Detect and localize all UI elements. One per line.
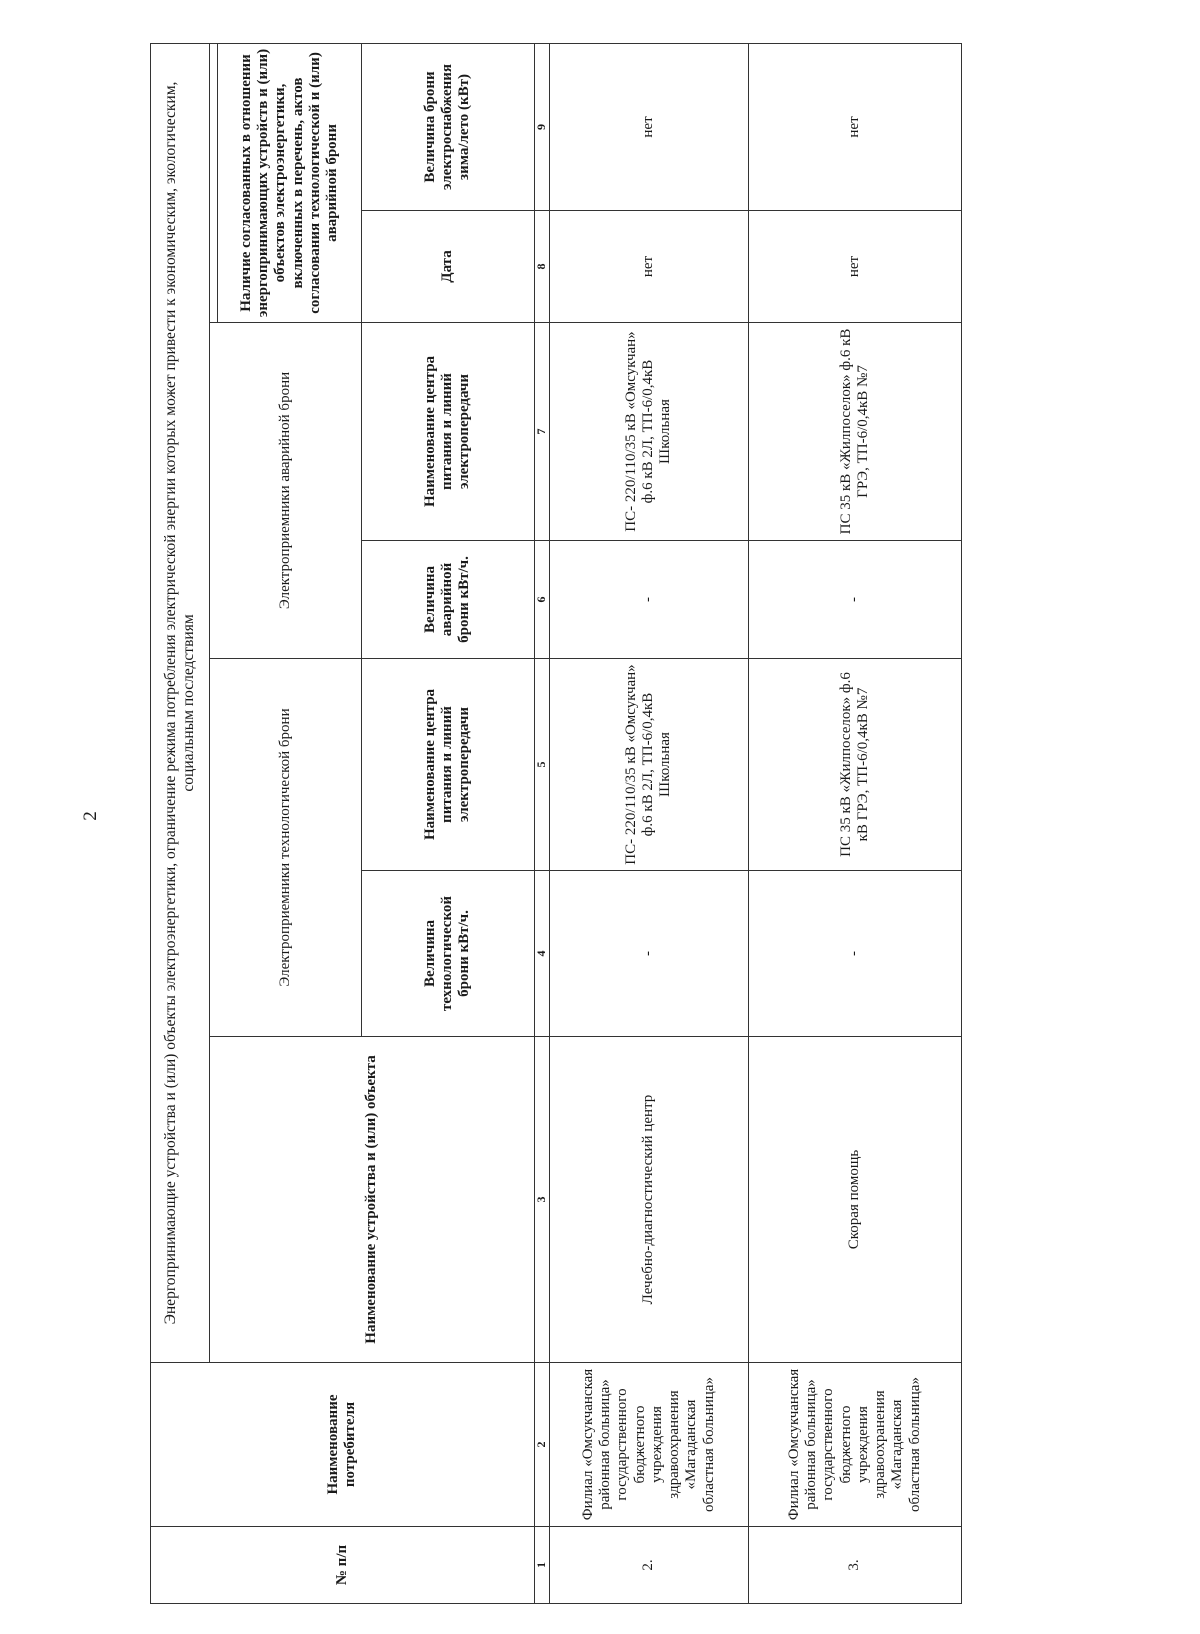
header-blank <box>209 43 217 322</box>
row-emerg-value: - <box>549 541 748 659</box>
col-number: 3 <box>534 1037 549 1363</box>
col-number: 6 <box>534 541 549 659</box>
rotated-table-container <box>150 44 962 1604</box>
table-row <box>748 43 961 1603</box>
header-agree-group: Наличие согласованных в отношении энергопринимающих устройств и (или) объектов электроэнергетики, включенных в перечень, актов согласования технологической и (или) аварийной брони <box>217 43 361 322</box>
row-date: нет <box>748 211 961 323</box>
header-date: Дата <box>362 211 535 323</box>
row-emerg-center: ПС 35 кВ «Жилпоселок» ф.6 кВ ГРЭ, ТП-6/0,4кВ №7 <box>748 323 961 541</box>
row-no: 3. <box>748 1527 961 1604</box>
header-emerg-value: Величина аварийной брони кВт/ч. <box>362 541 535 659</box>
row-tech-value: - <box>748 871 961 1037</box>
row-device: Скорая помощь <box>748 1037 961 1363</box>
row-tech-center: ПС- 220/110/35 кВ «Омсукчан» ф.6 кВ 2Л, ТП-6/0,4кВ Школьная <box>549 659 748 871</box>
header-tech-center: Наименование центра питания и линий электропередачи <box>362 659 535 871</box>
col-number: 5 <box>534 659 549 871</box>
row-consumer: Филиал «Омсукчанская районная больница» государственного бюджетного учреждения здравоохранения «Магаданская областная больница» <box>748 1363 961 1527</box>
header-no: № п/п <box>151 1527 535 1604</box>
header-main-group: Энергопринимающие устройства и (или) объекты электроэнергетики, ограничение режима потребления электрической энергии которых может привести к экономическим, экологическим, социальным последствиям <box>151 43 210 1362</box>
header-row-1 <box>151 43 210 1603</box>
row-emerg-value: - <box>748 541 961 659</box>
row-reserve: нет <box>748 43 961 210</box>
col-number: 9 <box>534 43 549 210</box>
col-number: 4 <box>534 871 549 1037</box>
header-emerg-center: Наименование центра питания и линий электропередачи <box>362 323 535 541</box>
col-number: 7 <box>534 323 549 541</box>
col-number: 2 <box>534 1363 549 1527</box>
row-date: нет <box>549 211 748 323</box>
col-number: 8 <box>534 211 549 323</box>
page-number: 2 <box>79 811 101 821</box>
row-consumer: Филиал «Омсукчанская районная больница» государственного бюджетного учреждения здравоохранения «Магаданская областная больница» <box>549 1363 748 1527</box>
row-tech-value: - <box>549 871 748 1037</box>
header-consumer: Наименование потребителя <box>151 1363 535 1527</box>
row-tech-center: ПС 35 кВ «Жилпоселок» ф.6 кВ ГРЭ, ТП-6/0,4кВ №7 <box>748 659 961 871</box>
row-no: 2. <box>549 1527 748 1604</box>
reserve-table <box>150 43 962 1604</box>
header-device: Наименование устройства и (или) объекта <box>209 1037 534 1363</box>
header-tech-group: Электроприемники технологической брони <box>209 659 361 1037</box>
row-emerg-center: ПС- 220/110/35 кВ «Омсукчан» ф.6 кВ 2Л, ТП-6/0,4кВ Школьная <box>549 323 748 541</box>
table-row <box>549 43 748 1603</box>
table-sheet <box>150 44 962 1604</box>
column-numbers-row <box>534 43 549 1603</box>
row-reserve: нет <box>549 43 748 210</box>
row-device: Лечебно-диагностический центр <box>549 1037 748 1363</box>
header-emerg-group: Электроприемники аварийной брони <box>209 323 361 659</box>
header-reserve: Величина брони электроснабжения зима/лето (кВт) <box>362 43 535 210</box>
col-number: 1 <box>534 1527 549 1604</box>
header-tech-value: Величина технологической брони кВт/ч. <box>362 871 535 1037</box>
